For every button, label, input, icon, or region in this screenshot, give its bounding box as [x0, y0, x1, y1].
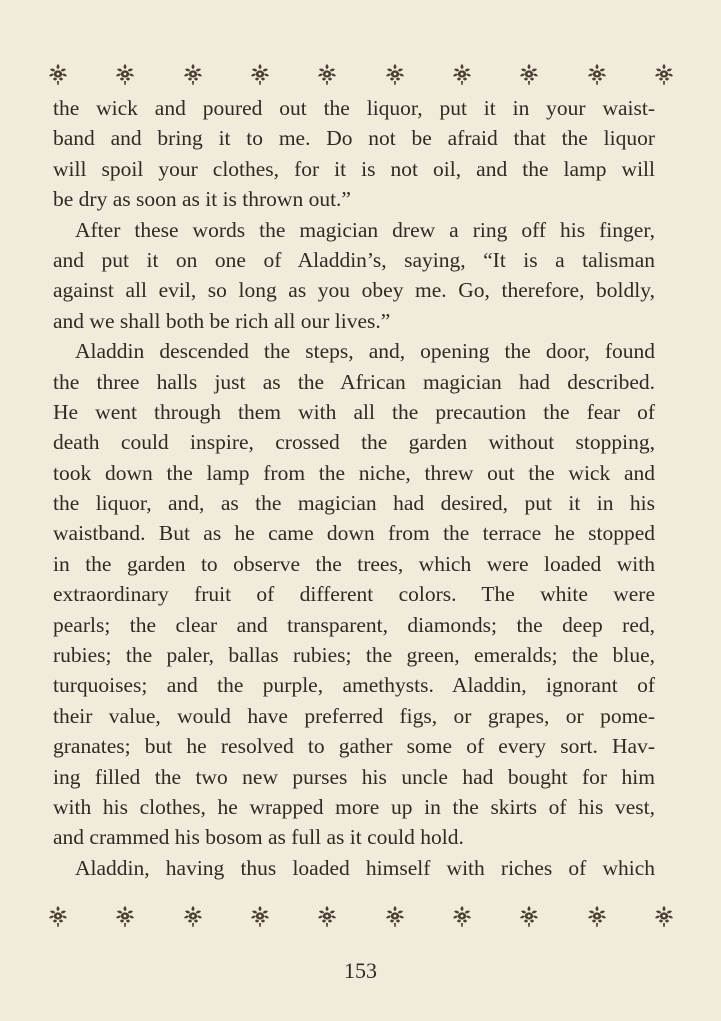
- text-line: turquoises; and the purple, amethysts. Aladdin, ignorant of: [53, 673, 655, 698]
- text-line: and put it on one of Aladdin’s, saying, “It is a talisman: [53, 247, 655, 272]
- floral-ornament-icon: [383, 62, 407, 86]
- floral-ornament-icon: [517, 904, 541, 928]
- text-line: pearls; the clear and transparent, diamonds; the deep red,: [53, 612, 655, 637]
- text-line: band and bring it to me. Do not be afraid that the liquor: [53, 126, 655, 151]
- page-number: 153: [344, 958, 377, 983]
- text-line: Aladdin descended the steps, and, opening the door, found: [75, 339, 655, 364]
- floral-ornament-icon: [315, 904, 339, 928]
- text-line: After these words the magician drew a ring off his finger,: [75, 217, 655, 242]
- text-line: with his clothes, he wrapped more up in the skirts of his vest,: [53, 794, 655, 819]
- text-line: He went through them with all the precaution the fear of: [53, 399, 655, 424]
- floral-ornament-icon: [450, 62, 474, 86]
- text-line: granates; but he resolved to gather some of every sort. Hav-: [53, 734, 655, 759]
- floral-ornament-icon: [113, 904, 137, 928]
- text-line: waistband. But as he came down from the terrace he stopped: [53, 521, 655, 546]
- floral-ornament-icon: [585, 62, 609, 86]
- text-line: Aladdin, having thus loaded himself with riches of which: [75, 855, 655, 880]
- text-line: death could inspire, crossed the garden without stopping,: [53, 430, 655, 455]
- text-line: extraordinary fruit of different colors. The white were: [53, 582, 655, 607]
- floral-ornament-icon: [46, 62, 70, 86]
- floral-ornament-icon: [315, 62, 339, 86]
- text-line: against all evil, so long as you obey me. Go, therefore, boldly,: [53, 278, 655, 303]
- floral-ornament-icon: [517, 62, 541, 86]
- floral-ornament-icon: [248, 904, 272, 928]
- floral-ornament-icon: [113, 62, 137, 86]
- floral-ornament-icon: [248, 62, 272, 86]
- text-line: and we shall both be rich all our lives.”: [53, 308, 391, 333]
- floral-ornament-icon: [585, 904, 609, 928]
- text-line: the wick and poured out the liquor, put it in your waist-: [53, 96, 655, 120]
- floral-ornament-icon: [181, 904, 205, 928]
- text-line: be dry as soon as it is thrown out.”: [53, 187, 351, 212]
- text-line: rubies; the paler, ballas rubies; the green, emeralds; the blue,: [53, 643, 655, 668]
- top-ornament-border: [46, 62, 676, 86]
- body-text: [53, 93, 655, 883]
- text-line: ing filled the two new purses his uncle had bought for him: [53, 764, 655, 789]
- floral-ornament-icon: [652, 62, 676, 86]
- text-line: will spoil your clothes, for it is not oil, and the lamp will: [53, 156, 655, 181]
- text-line: the three halls just as the African magician had described.: [53, 369, 655, 394]
- text-line: the liquor, and, as the magician had desired, put it in his: [53, 491, 655, 516]
- bottom-ornament-border: [46, 904, 676, 928]
- floral-ornament-icon: [181, 62, 205, 86]
- floral-ornament-icon: [450, 904, 474, 928]
- floral-ornament-icon: [652, 904, 676, 928]
- text-line: in the garden to observe the trees, which were loaded with: [53, 551, 655, 576]
- text-line: took down the lamp from the niche, threw out the wick and: [53, 460, 655, 485]
- text-line: their value, would have preferred figs, or grapes, or pome-: [53, 703, 655, 728]
- text-line: and crammed his bosom as full as it could hold.: [53, 825, 464, 850]
- floral-ornament-icon: [46, 904, 70, 928]
- floral-ornament-icon: [383, 904, 407, 928]
